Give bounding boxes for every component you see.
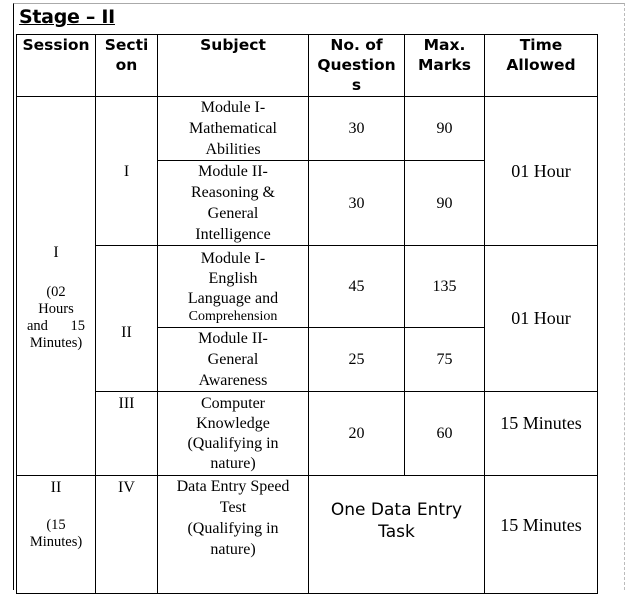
data-entry-task: One Data Entry Task bbox=[309, 476, 485, 594]
questions-math: 30 bbox=[309, 97, 405, 161]
table-row bbox=[17, 392, 598, 476]
header-row bbox=[17, 35, 598, 97]
header-session: Session bbox=[17, 35, 96, 97]
marks-english: 135 bbox=[405, 246, 485, 328]
marks-reasoning: 90 bbox=[405, 161, 485, 246]
header-marks: Max. Marks bbox=[405, 35, 485, 97]
section-2-cell: II bbox=[96, 246, 158, 392]
subject-english: Module I- English Language and Comprehension bbox=[158, 246, 309, 328]
header-time: Time Allowed bbox=[485, 35, 598, 97]
time-section-3: 15 Minutes bbox=[485, 392, 598, 476]
subject-data-entry: Data Entry Speed Test (Qualifying in nature) bbox=[158, 476, 309, 594]
session-1-cell: I (02 Hours and 15 Minutes) bbox=[17, 97, 96, 476]
header-section: Secti on bbox=[96, 35, 158, 97]
time-section-4: 15 Minutes bbox=[485, 476, 598, 594]
subject-reasoning: Module II- Reasoning & General Intelligence bbox=[158, 161, 309, 246]
time-section-1: 01 Hour bbox=[485, 97, 598, 246]
section-1-cell: I bbox=[96, 97, 158, 246]
table-row bbox=[17, 246, 598, 328]
session-2-cell: II (15 Minutes) bbox=[17, 476, 96, 594]
subject-awareness: Module II- General Awareness bbox=[158, 328, 309, 392]
marks-computer: 60 bbox=[405, 392, 485, 476]
section-3-cell: III bbox=[96, 392, 158, 476]
section-4-cell: IV bbox=[96, 476, 158, 594]
table-row bbox=[17, 97, 598, 161]
questions-awareness: 25 bbox=[309, 328, 405, 392]
header-subject: Subject bbox=[158, 35, 309, 97]
questions-english: 45 bbox=[309, 246, 405, 328]
marks-awareness: 75 bbox=[405, 328, 485, 392]
marks-math: 90 bbox=[405, 97, 485, 161]
table-row bbox=[17, 476, 598, 594]
header-questions: No. of Question s bbox=[309, 35, 405, 97]
questions-computer: 20 bbox=[309, 392, 405, 476]
exam-pattern-table bbox=[16, 34, 598, 594]
subject-math: Module I- Mathematical Abilities bbox=[158, 97, 309, 161]
subject-computer: Computer Knowledge (Qualifying in nature) bbox=[158, 392, 309, 476]
time-section-2: 01 Hour bbox=[485, 246, 598, 392]
questions-reasoning: 30 bbox=[309, 161, 405, 246]
stage-title: Stage – II bbox=[19, 6, 115, 28]
